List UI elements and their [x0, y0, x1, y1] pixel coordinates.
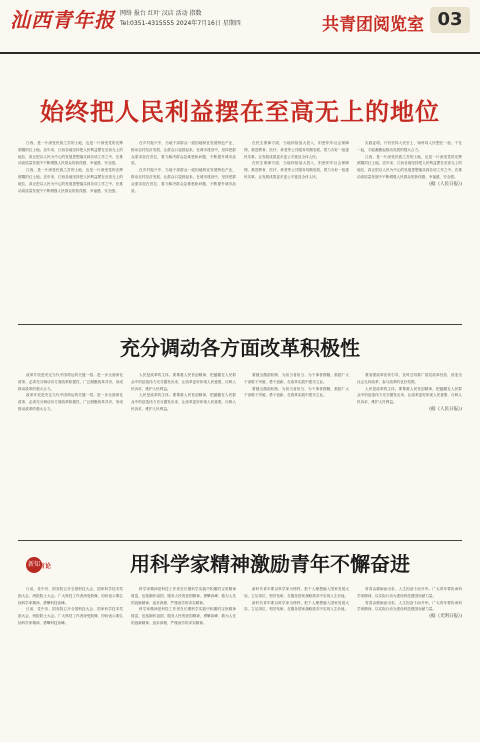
article-2-paragraph: 要健全激励机制，为担当者担当、为干事者撑腰，鼓励广大干部敢于突破、勇于创新，在改革实践中建功立业。: [244, 373, 349, 384]
article-1-column: [131, 140, 236, 320]
article-3-paragraph: 新时代青年要以科学家为榜样，把个人理想融入国家发展大局，立足岗位、刻苦钻研，在服务国家战略需求中实现人生价值。: [244, 587, 349, 598]
column-name: 新知: [26, 557, 42, 573]
article-3-paragraph: 科学家精神是科技工作者在长期科学实践中积累的宝贵精神财富，包括胸怀祖国、服务人民的爱国精神，勇攀高峰、敢为人先的创新精神，追求真理、严谨治学的求实精神。: [131, 587, 236, 605]
article-3-column: [18, 586, 123, 736]
page-number: 03: [430, 7, 470, 33]
article-1-paragraph: 在乡村振兴中，当地干部群众一道因地制宜发展特色产业，推动农村经济发展，让群众口袋鼓起来。在城市建设中，坚持把群众需求放在首位，着力解决群众急难愁盼问题，不断提升城市品质。: [131, 141, 236, 166]
article-2-paragraph: 改革开放是决定当代中国命运的关键一招。进一步全面深化改革，必须充分调动各方面改革积极性，广泛凝聚改革共识，形成推动改革的强大合力。: [18, 373, 123, 391]
article-2-body: [18, 372, 462, 538]
article-2-column: [131, 372, 236, 538]
article-2-paragraph: 改革开放是决定当代中国命运的关键一招。进一步全面深化改革，必须充分调动各方面改革积极性，广泛凝聚改革共识，形成推动改革的强大合力。: [18, 393, 123, 411]
article-1-paragraph: 在民生保障方面，当地持续加大投入，织密织牢社会保障网，推进教育、医疗、养老等公共服务均衡发展，着力办好一批惠民实事，让发展成果更多更公平惠及全体人民。: [244, 161, 349, 179]
divider: [18, 324, 462, 325]
masthead-contact: Tel:0351-4315555 2024年7月16日 星期四: [120, 20, 241, 27]
section-title: 共青团阅览室: [322, 15, 424, 35]
article-3-paragraph: 科学家精神是科技工作者在长期科学实践中积累的宝贵精神财富，包括胸怀祖国、服务人民的爱国精神，勇攀高峰、敢为人先的创新精神，追求真理、严谨治学的求实精神。: [131, 607, 236, 625]
column-subname: 言论: [39, 563, 52, 570]
article-2-paragraph: 人民是改革的主体。要尊重人民首创精神，把蕴藏在人民群众中的创造伟力充分激发出来，让改革更好体现人民意愿、反映人民诉求、维护人民利益。: [131, 393, 236, 411]
article-1-paragraph: 江西，是一片深受民族之苦的土地，也是一片深受党的光辉照耀的红土地。近年来，江西各地坚持把人民利益摆在至高无上的地位，真正把以人民为中心的发展思想落实到各项工作之中，在推动高质量发展中不断增强人民群众的获得感、幸福感、安全感。: [357, 154, 462, 179]
article-1-body: [18, 140, 462, 320]
article-1-paragraph: 江西，是一片深受民族之苦的土地，也是一片深受党的光辉照耀的红土地。近年来，江西各地坚持把人民利益摆在至高无上的地位，真正把以人民为中心的发展思想落实到各项工作之中，在推动高质量发展中不断增强人民群众的获得感、幸福感、安全感。: [18, 168, 123, 193]
article-2-paragraph: 要加强改革宣传引导，及时总结推广基层改革经验，营造全社会支持改革、参与改革的良好氛围。: [357, 373, 462, 384]
article-3-paragraph: 新时代青年要以科学家为榜样，把个人理想融入国家发展大局，立足岗位、刻苦钻研，在服务国家战略需求中实现人生价值。: [244, 600, 349, 612]
article-2-paragraph: 人民是改革的主体。要尊重人民首创精神，把蕴藏在人民群众中的创造伟力充分激发出来，让改革更好体现人民意愿、反映人民诉求、维护人民利益。: [357, 386, 462, 405]
article-3-body: [18, 586, 462, 736]
divider: [18, 540, 462, 541]
article-2-paragraph: 人民是改革的主体。要尊重人民首创精神，把蕴藏在人民群众中的创造伟力充分激发出来，让改革更好体现人民意愿、反映人民诉求、维护人民利益。: [131, 373, 236, 391]
article-3-paragraph: 日前，党中央、国务院召开全国科技大会、国家科学技术奖励大会、两院院士大会。广大科技工作者深受鼓舞，纷纷表示要弘扬科学家精神，勇攀科技高峰。: [18, 607, 123, 625]
article-1-byline: (据《人民日报》): [429, 181, 462, 187]
article-2-column: [18, 372, 123, 538]
article-2-byline: (据《人民日报》): [429, 406, 462, 412]
masthead-nav: 网络 报台 红叶 汉店 活动 指数: [120, 10, 202, 17]
article-1-column: [18, 140, 123, 320]
article-3-column: [357, 586, 462, 736]
masthead: [0, 0, 480, 54]
article-1-paragraph: 江西，是一片深受民族之苦的土地，也是一片深受党的光辉照耀的红土地。近年来，江西各地坚持把人民利益摆在至高无上的地位，真正把以人民为中心的发展思想落实到各项工作之中，在推动高质量发展中不断增强人民群众的获得感、幸福感、安全感。: [18, 141, 123, 166]
article-3-headline: 用科学家精神激励青年不懈奋进: [130, 552, 410, 576]
article-1-column: [357, 140, 462, 320]
article-1-paragraph: 在乡村振兴中，当地干部群众一道因地制宜发展特色产业，推动农村经济发展，让群众口袋鼓起来。在城市建设中，坚持把群众需求放在首位，着力解决群众急难愁盼问题，不断提升城市品质。: [131, 168, 236, 193]
article-3-column: [244, 586, 349, 736]
article-1-paragraph: 实践证明，只有坚持人民至上，始终同人民想在一起、干在一起，才能凝聚起推动发展的强大合力。: [357, 141, 462, 152]
column-badge: [26, 557, 52, 573]
article-2-headline: 充分调动各方面改革积极性: [120, 336, 360, 360]
newspaper-logo: 汕西青年报: [10, 8, 115, 32]
article-2-column: [357, 372, 462, 538]
article-1-column: [244, 140, 349, 320]
article-1-headline: 始终把人民利益摆在至高无上的地位: [40, 98, 440, 126]
article-3-paragraph: 青春由磨砺而出彩，人生因奋斗而升华。广大青年要传承科学家精神，以实际行动为建设科技强国贡献力量。: [357, 587, 462, 598]
article-3-paragraph: 青春由磨砺而出彩，人生因奋斗而升华。广大青年要传承科学家精神，以实际行动为建设科技强国贡献力量。: [357, 600, 462, 612]
article-3-column: [131, 586, 236, 736]
article-3-byline: (据《光明日报》): [429, 614, 462, 620]
article-1-paragraph: 在民生保障方面，当地持续加大投入，织密织牢社会保障网，推进教育、医疗、养老等公共服务均衡发展，着力办好一批惠民实事，让发展成果更多更公平惠及全体人民。: [244, 141, 349, 159]
article-2-column: [244, 372, 349, 538]
article-3-paragraph: 日前，党中央、国务院召开全国科技大会、国家科学技术奖励大会、两院院士大会。广大科技工作者深受鼓舞，纷纷表示要弘扬科学家精神，勇攀科技高峰。: [18, 587, 123, 605]
article-2-paragraph: 要健全激励机制，为担当者担当、为干事者撑腰，鼓励广大干部敢于突破、勇于创新，在改革实践中建功立业。: [244, 386, 349, 398]
